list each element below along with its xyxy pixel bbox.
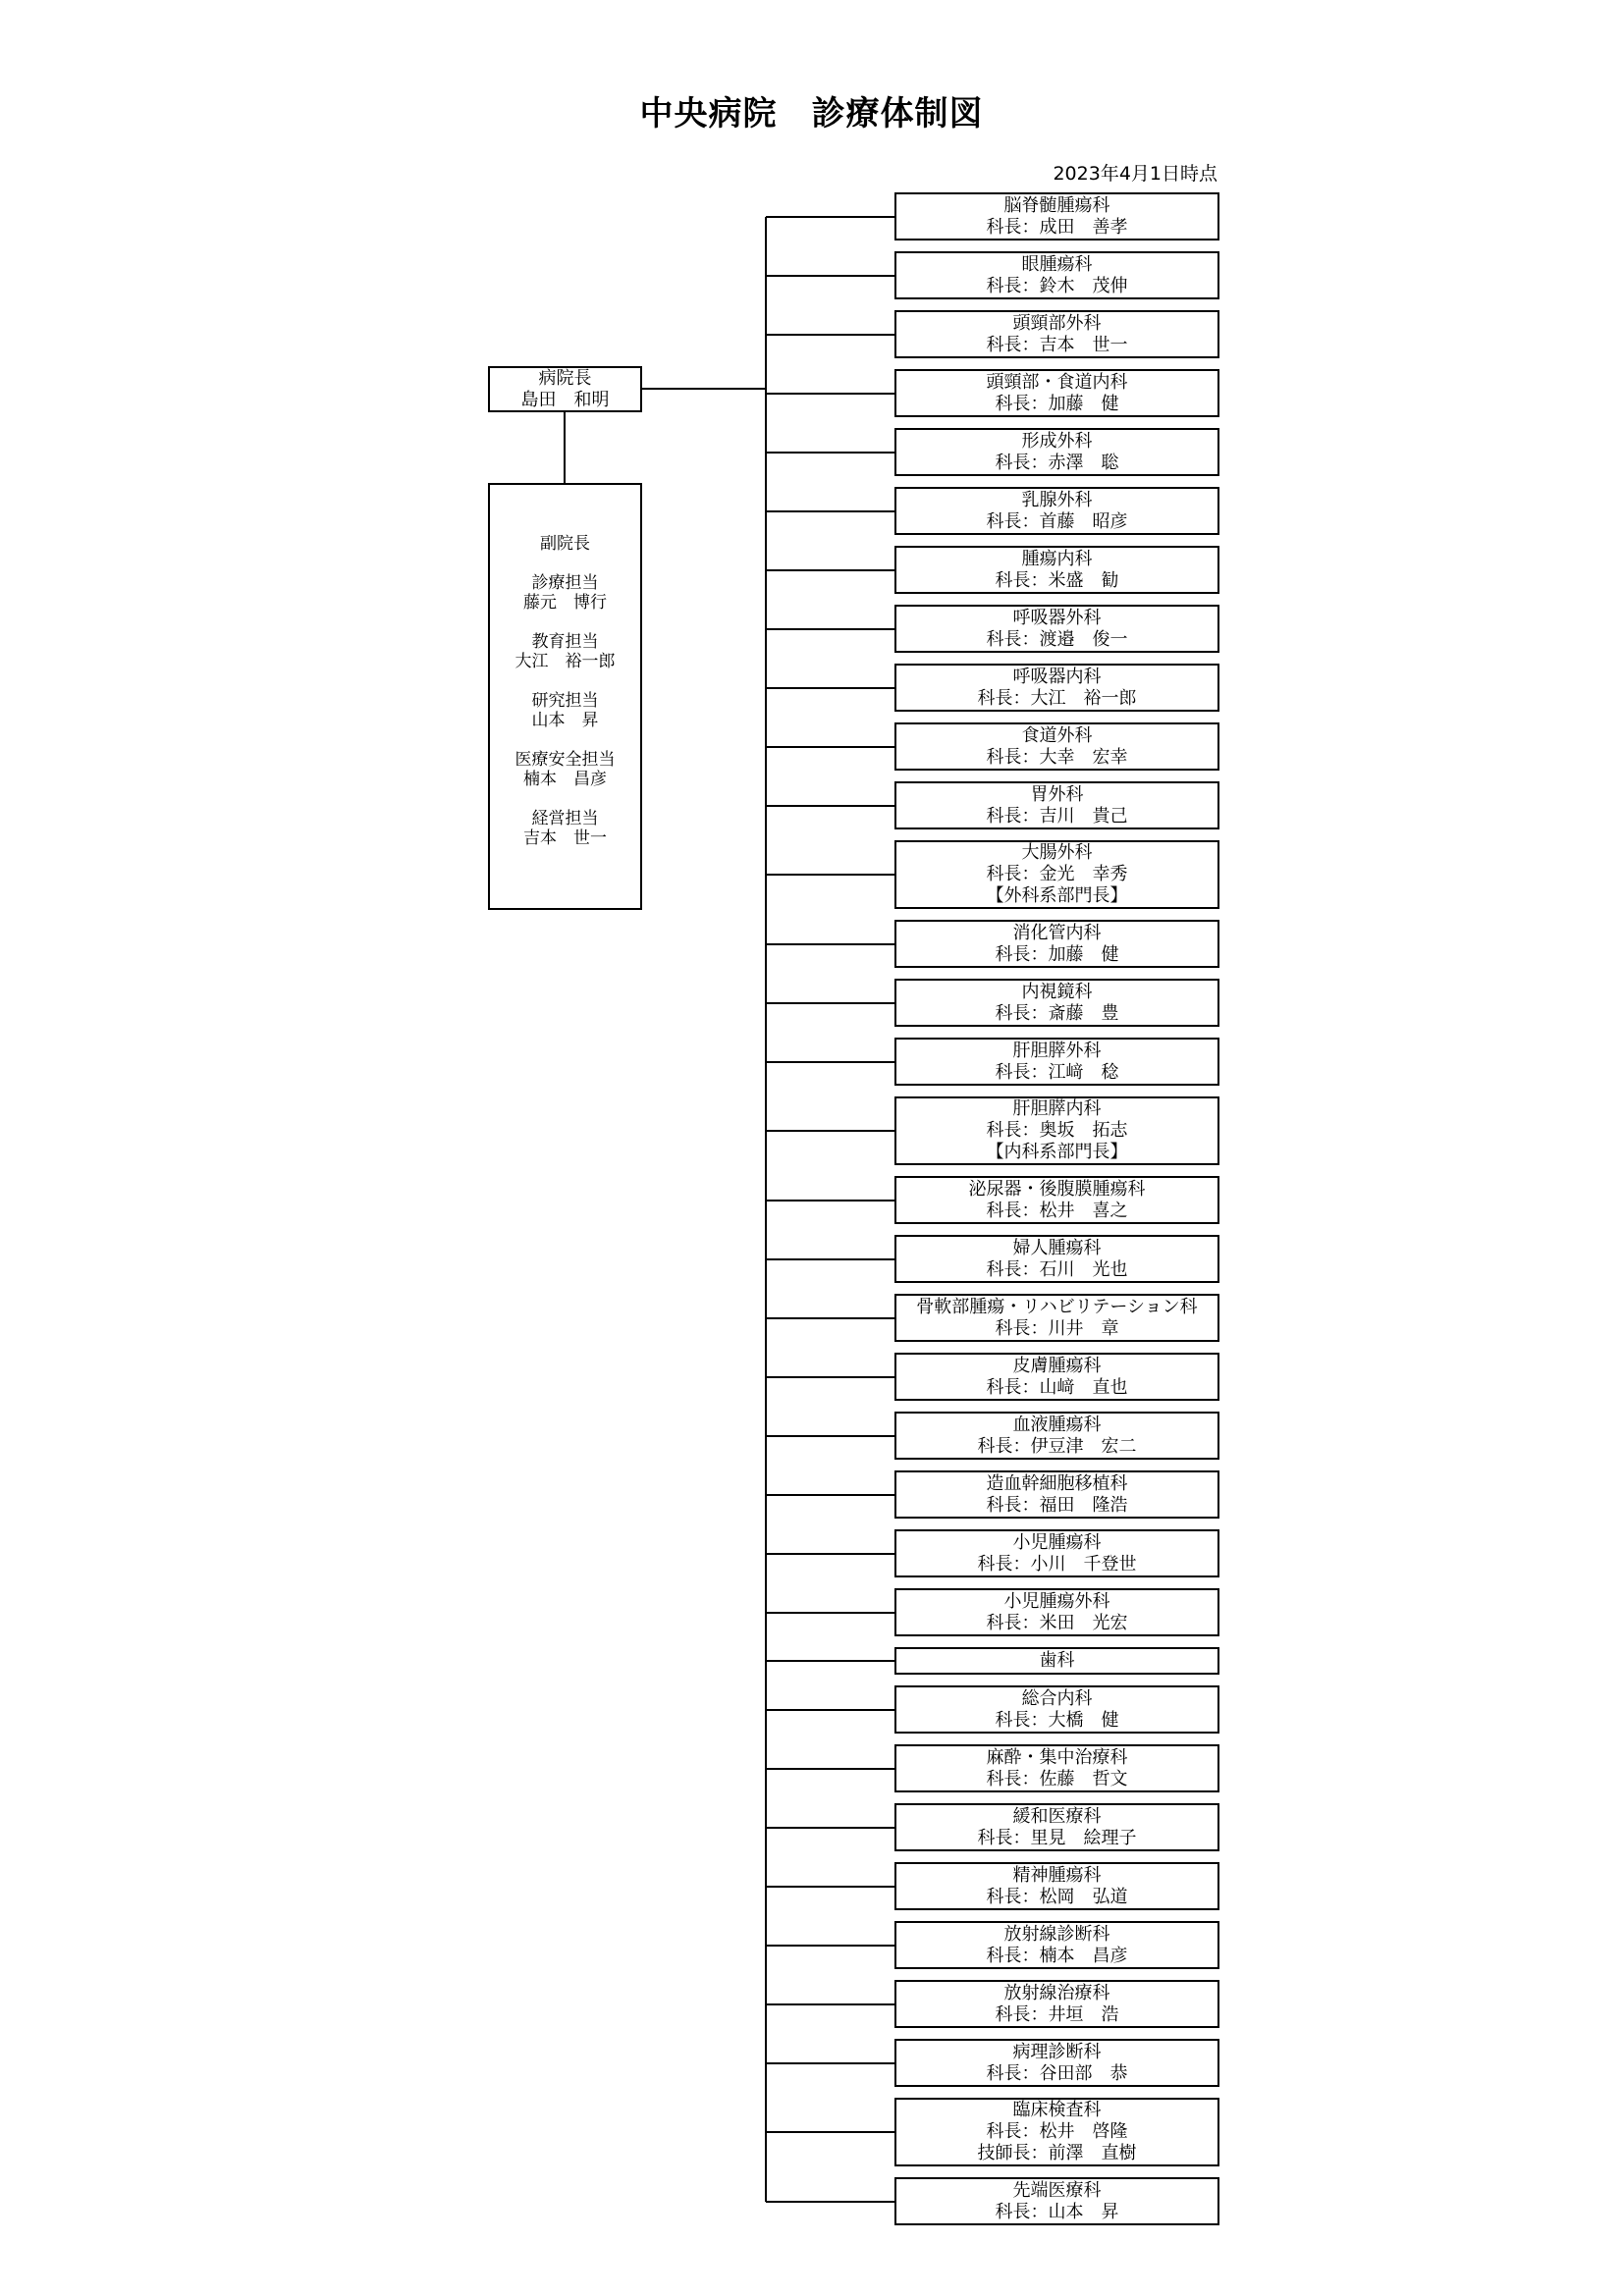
department-name: 頭頸部・食道内科 bbox=[986, 371, 1128, 393]
department-detail: 科長：渡邉 俊一 bbox=[986, 628, 1128, 650]
department-detail: 科長：赤澤 聡 bbox=[995, 452, 1119, 473]
department-name: 皮膚腫瘍科 bbox=[1012, 1355, 1102, 1376]
vice-role-label: 診療担当 bbox=[531, 573, 599, 593]
department-detail: 科長：川井 章 bbox=[995, 1317, 1119, 1339]
department-name: 造血幹細胞移植科 bbox=[986, 1472, 1128, 1494]
department-name: 臨床検査科 bbox=[1012, 2100, 1102, 2120]
page-title: 中央病院 診療体制図 bbox=[639, 94, 984, 133]
department-name: 放射線診断科 bbox=[1003, 1923, 1110, 1945]
department-detail: 科長：松井 喜之 bbox=[986, 1200, 1128, 1221]
vice-role-label: 研究担当 bbox=[531, 691, 599, 711]
department-box bbox=[894, 2098, 1219, 2166]
department-box bbox=[894, 664, 1219, 712]
vice-role-name: 山本 昇 bbox=[531, 711, 599, 730]
vice-role-label: 教育担当 bbox=[531, 632, 599, 652]
department-name: 乳腺外科 bbox=[1021, 489, 1093, 510]
department-detail: 科長：米田 光宏 bbox=[986, 1612, 1128, 1633]
department-box bbox=[894, 1588, 1219, 1636]
department-box bbox=[894, 1529, 1219, 1577]
department-detail: 科長：金光 幸秀 bbox=[986, 864, 1128, 884]
department-box bbox=[894, 487, 1219, 535]
department-box bbox=[894, 546, 1219, 594]
department-box bbox=[894, 781, 1219, 829]
department-name: 病理診断科 bbox=[1012, 2041, 1102, 2062]
department-box bbox=[894, 192, 1219, 240]
department-box bbox=[894, 1176, 1219, 1224]
department-detail: 科長：成田 善孝 bbox=[986, 216, 1128, 238]
as-of-date: 2023年4月1日時点 bbox=[1053, 163, 1217, 185]
director-name: 島田 和明 bbox=[520, 389, 610, 410]
vice-role-name: 藤元 博行 bbox=[523, 593, 607, 613]
department-name: 内視鏡科 bbox=[1021, 981, 1093, 1002]
department-box bbox=[894, 1470, 1219, 1519]
department-detail: 科長：大江 裕一郎 bbox=[977, 687, 1137, 709]
department-detail: 科長：大幸 宏幸 bbox=[986, 746, 1128, 768]
department-name: 血液腫瘍科 bbox=[1012, 1414, 1102, 1435]
department-box bbox=[894, 722, 1219, 771]
department-name: 形成外科 bbox=[1021, 430, 1093, 452]
department-name: 小児腫瘍科 bbox=[1012, 1531, 1102, 1553]
department-box bbox=[894, 428, 1219, 476]
vice-role-label: 医療安全担当 bbox=[514, 750, 616, 770]
department-detail: 科長：楠本 昌彦 bbox=[986, 1945, 1128, 1966]
vice-director-title: 副院長 bbox=[540, 534, 590, 554]
department-detail: 科長：松岡 弘道 bbox=[986, 1886, 1128, 1907]
department-detail: 科長：大橋 健 bbox=[995, 1709, 1119, 1731]
vice-director-box bbox=[488, 483, 642, 910]
department-name: 放射線治療科 bbox=[1003, 1982, 1110, 2003]
department-detail: 科長：石川 光也 bbox=[986, 1258, 1128, 1280]
department-name: 肝胆膵外科 bbox=[1012, 1040, 1102, 1061]
department-box bbox=[894, 1038, 1219, 1086]
department-detail: 【外科系部門長】 bbox=[986, 885, 1128, 906]
department-detail: 科長：吉川 貴己 bbox=[986, 805, 1128, 827]
vice-director-role bbox=[515, 750, 616, 789]
department-name: 食道外科 bbox=[1021, 724, 1093, 746]
department-name: 麻酔・集中治療科 bbox=[986, 1746, 1128, 1768]
department-detail: 【内科系部門長】 bbox=[986, 1142, 1128, 1162]
department-detail: 科長：里見 絵理子 bbox=[977, 1827, 1137, 1848]
vice-role-name: 吉本 世一 bbox=[523, 828, 607, 848]
vice-director-role bbox=[523, 809, 607, 848]
department-box bbox=[894, 1744, 1219, 1792]
department-name: 骨軟部腫瘍・リハビリテーション科 bbox=[916, 1296, 1198, 1317]
department-name: 先端医療科 bbox=[1012, 2179, 1102, 2201]
director-box bbox=[488, 366, 642, 412]
department-detail: 科長：加藤 健 bbox=[995, 943, 1119, 965]
department-detail: 科長：山本 昇 bbox=[995, 2201, 1119, 2222]
department-name: 肝胆膵内科 bbox=[1012, 1098, 1102, 1119]
department-detail: 科長：佐藤 哲文 bbox=[986, 1768, 1128, 1789]
department-box bbox=[894, 1412, 1219, 1460]
department-name: 精神腫瘍科 bbox=[1012, 1864, 1102, 1886]
department-name: 小児腫瘍外科 bbox=[1003, 1590, 1110, 1612]
department-name: 消化管内科 bbox=[1012, 922, 1102, 943]
department-box bbox=[894, 1803, 1219, 1851]
department-name: 婦人腫瘍科 bbox=[1012, 1237, 1102, 1258]
department-detail: 科長：伊豆津 宏二 bbox=[977, 1435, 1137, 1457]
department-box bbox=[894, 840, 1219, 909]
department-name: 呼吸器内科 bbox=[1012, 666, 1102, 687]
vice-director-role bbox=[515, 632, 616, 671]
department-detail: 科長：福田 隆浩 bbox=[986, 1494, 1128, 1516]
department-detail: 科長：山﨑 直也 bbox=[986, 1376, 1128, 1398]
department-name: 泌尿器・後腹膜腫瘍科 bbox=[968, 1178, 1146, 1200]
department-detail: 科長：米盛 勧 bbox=[995, 569, 1119, 591]
department-detail: 科長：松井 啓隆 bbox=[986, 2121, 1128, 2142]
vice-role-label: 経営担当 bbox=[531, 809, 599, 828]
department-detail: 科長：奥坂 拓志 bbox=[986, 1120, 1128, 1141]
department-branch-lines bbox=[766, 217, 894, 2202]
department-name: 胃外科 bbox=[1030, 783, 1084, 805]
department-box bbox=[894, 2177, 1219, 2225]
vice-director-role bbox=[532, 691, 599, 730]
department-detail: 科長：吉本 世一 bbox=[986, 334, 1128, 355]
department-box bbox=[894, 1235, 1219, 1283]
department-name: 大腸外科 bbox=[1021, 842, 1093, 863]
department-box bbox=[894, 920, 1219, 968]
vice-role-name: 楠本 昌彦 bbox=[523, 770, 607, 789]
department-box bbox=[894, 1647, 1219, 1675]
department-name: 脳脊髄腫瘍科 bbox=[1003, 194, 1110, 216]
department-detail: 科長：江﨑 稔 bbox=[995, 1061, 1119, 1083]
department-detail: 科長：斎藤 豊 bbox=[995, 1002, 1119, 1024]
department-detail: 科長：首藤 昭彦 bbox=[986, 510, 1128, 532]
department-name: 頭頸部外科 bbox=[1012, 312, 1102, 334]
department-box bbox=[894, 1096, 1219, 1165]
department-box bbox=[894, 1921, 1219, 1969]
department-detail: 技師長：前澤 直樹 bbox=[977, 2143, 1137, 2163]
department-detail: 科長：井垣 浩 bbox=[995, 2003, 1119, 2025]
department-name: 歯科 bbox=[1039, 1650, 1075, 1671]
department-box bbox=[894, 251, 1219, 299]
department-detail: 科長：小川 千登世 bbox=[977, 1553, 1137, 1575]
department-box bbox=[894, 1353, 1219, 1401]
director-title: 病院長 bbox=[538, 367, 592, 389]
department-box bbox=[894, 1685, 1219, 1734]
department-box bbox=[894, 1980, 1219, 2028]
department-box bbox=[894, 1862, 1219, 1910]
department-name: 眼腫瘍科 bbox=[1021, 253, 1093, 275]
department-box bbox=[894, 979, 1219, 1027]
vice-role-name: 大江 裕一郎 bbox=[514, 652, 616, 671]
department-detail: 科長：加藤 健 bbox=[995, 393, 1119, 414]
department-box bbox=[894, 310, 1219, 358]
department-box bbox=[894, 1294, 1219, 1342]
department-detail: 科長：谷田部 恭 bbox=[986, 2062, 1128, 2084]
department-name: 緩和医療科 bbox=[1012, 1805, 1102, 1827]
department-box bbox=[894, 2039, 1219, 2087]
department-box bbox=[894, 369, 1219, 417]
department-name: 腫瘍内科 bbox=[1021, 548, 1093, 569]
department-box bbox=[894, 605, 1219, 653]
department-name: 総合内科 bbox=[1021, 1687, 1093, 1709]
department-name: 呼吸器外科 bbox=[1012, 607, 1102, 628]
department-detail: 科長：鈴木 茂伸 bbox=[986, 275, 1128, 296]
vice-director-role bbox=[523, 573, 607, 613]
